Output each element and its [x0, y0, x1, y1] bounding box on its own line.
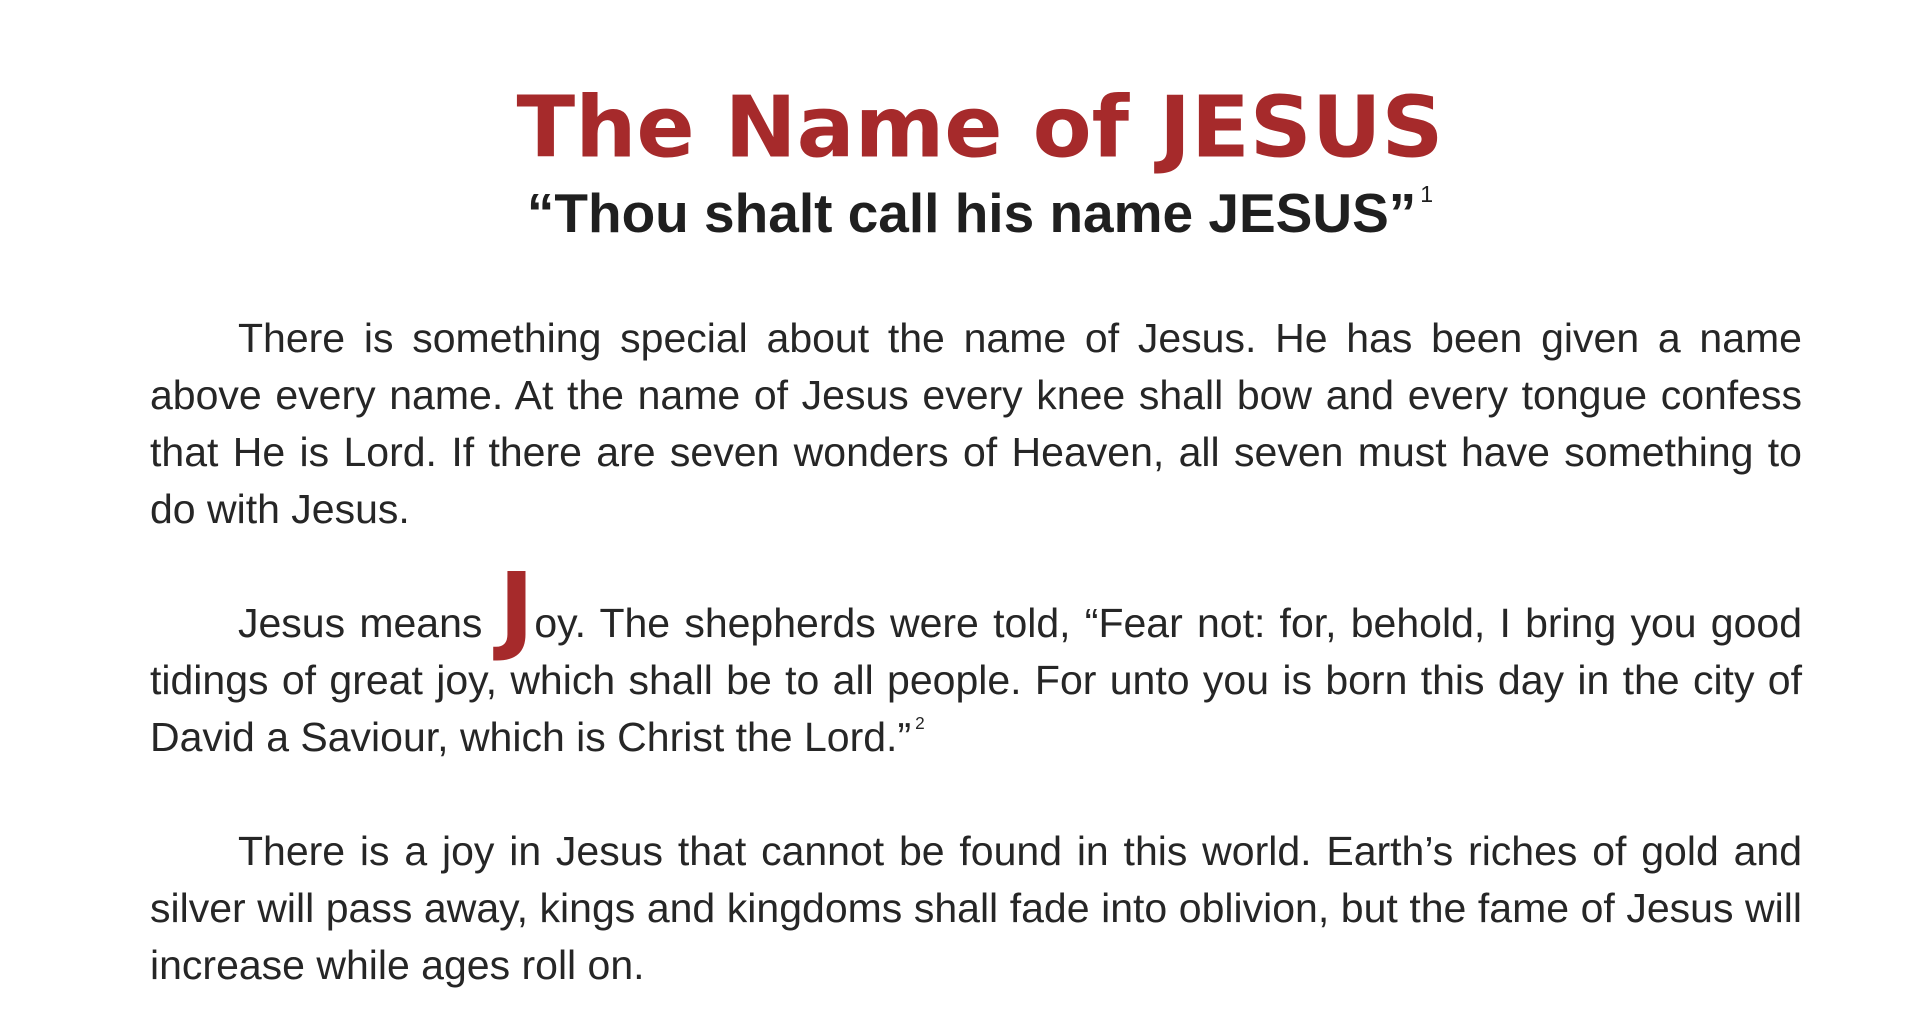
paragraph-1: There is something special about the name of Jesus. He has been given a name above every name. At the name of Jesus every knee shall bow and every tongue confess that He is Lord. If there are seven wonders of Heaven, all seven must have something to do with Jesus.: [150, 315, 1802, 532]
page-title: The Name of JESUS: [516, 79, 1444, 177]
subtitle-text: “Thou shalt call his name JESUS”: [526, 182, 1417, 244]
page-subtitle: [0, 180, 1920, 244]
paragraph-2-lead: Jesus means: [238, 600, 497, 646]
drop-cap-letter: J: [498, 552, 535, 664]
paragraph-3: There is a joy in Jesus that cannot be found in this world. Earth’s riches of gold and silver will pass away, kings and kingdoms shall fade into oblivion, but the fame of Jesus will increase while ages roll on.: [150, 828, 1802, 988]
footnote-marker-2: 2: [915, 712, 925, 733]
paragraph-2: [150, 552, 1802, 766]
footnote-marker-1: 1: [1420, 180, 1434, 207]
paragraph-2-body: oy. The shepherds were told, “Fear not: for, behold, I bring you good tidings of great joy, which shall be to all people. For unto you is born this day in the city of David a Saviour, which is Christ the Lord.”: [150, 600, 1802, 760]
